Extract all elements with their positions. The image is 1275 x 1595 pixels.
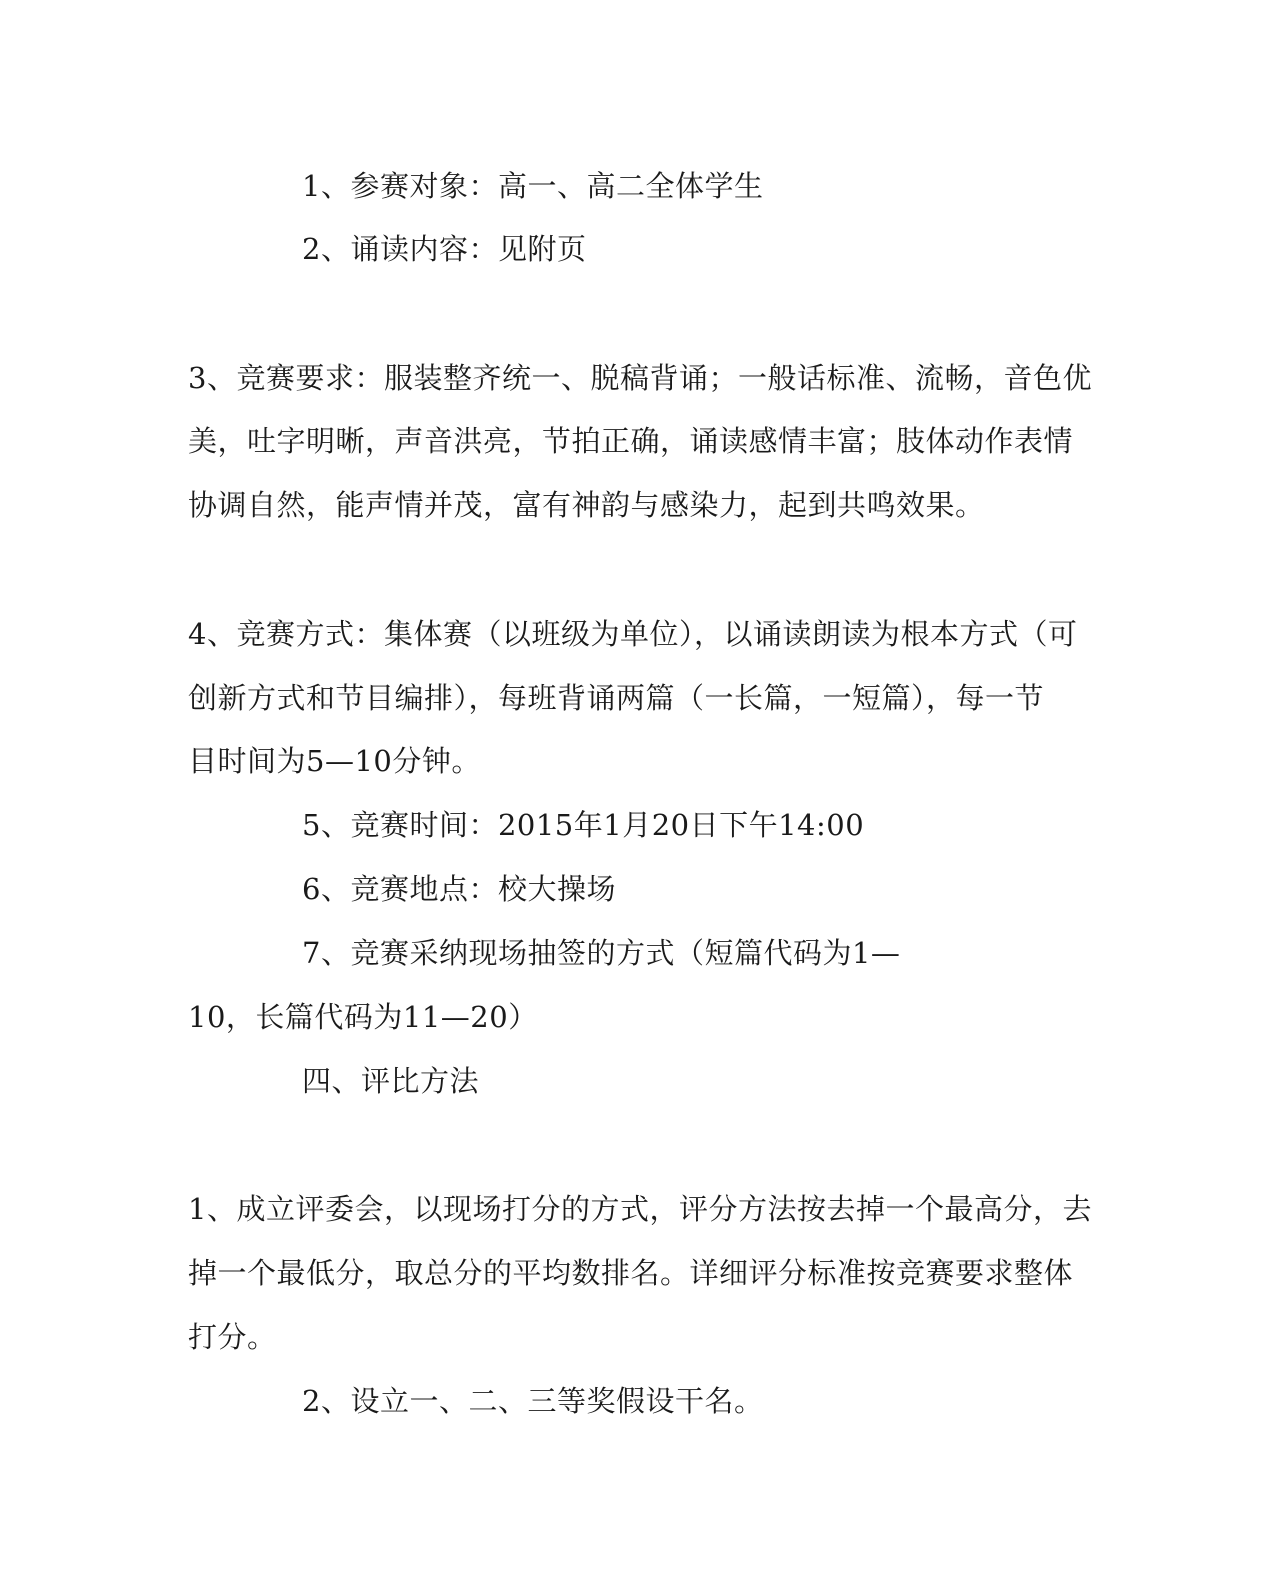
item-jury-line-1: 1、成立评委会，以现场打分的方式，评分方法按去掉一个最高分，去	[188, 1192, 1092, 1226]
item-draw-line-2: 10，长篇代码为11—20）	[188, 1000, 538, 1034]
item-requirements-line-2: 美，吐字明晰，声音洪亮，节拍正确，诵读感情丰富；肢体动作表情	[188, 424, 1074, 458]
item-draw-line-1: 7、竞赛采纳现场抽签的方式（短篇代码为1—	[302, 936, 901, 970]
item-format-line-1: 4、竞赛方式：集体赛（以班级为单位），以诵读朗读为根本方式（可	[188, 617, 1078, 651]
item-format-line-3: 目时间为5—10分钟。	[188, 744, 481, 778]
item-requirements-line-1: 3、竞赛要求：服装整齐统一、脱稿背诵；一般话标准、流畅，音色优	[188, 361, 1092, 395]
item-participants: 1、参赛对象：高一、高二全体学生	[302, 169, 764, 203]
item-awards: 2、设立一、二、三等奖假设干名。	[302, 1384, 764, 1418]
item-format-line-2: 创新方式和节目编排），每班背诵两篇（一长篇，一短篇），每一节	[188, 681, 1045, 715]
section-heading-evaluation: 四、评比方法	[302, 1064, 480, 1098]
item-jury-line-3: 打分。	[188, 1320, 277, 1354]
item-time: 5、竞赛时间：2015年1月20日下午14:00	[302, 808, 865, 842]
item-location: 6、竞赛地点：校大操场	[302, 872, 616, 906]
item-requirements-line-3: 协调自然，能声情并茂，富有神韵与感染力，起到共鸣效果。	[188, 488, 985, 522]
item-jury-line-2: 掉一个最低分，取总分的平均数排名。详细评分标准按竞赛要求整体	[188, 1256, 1074, 1290]
item-recitation-content: 2、诵读内容：见附页	[302, 232, 587, 266]
